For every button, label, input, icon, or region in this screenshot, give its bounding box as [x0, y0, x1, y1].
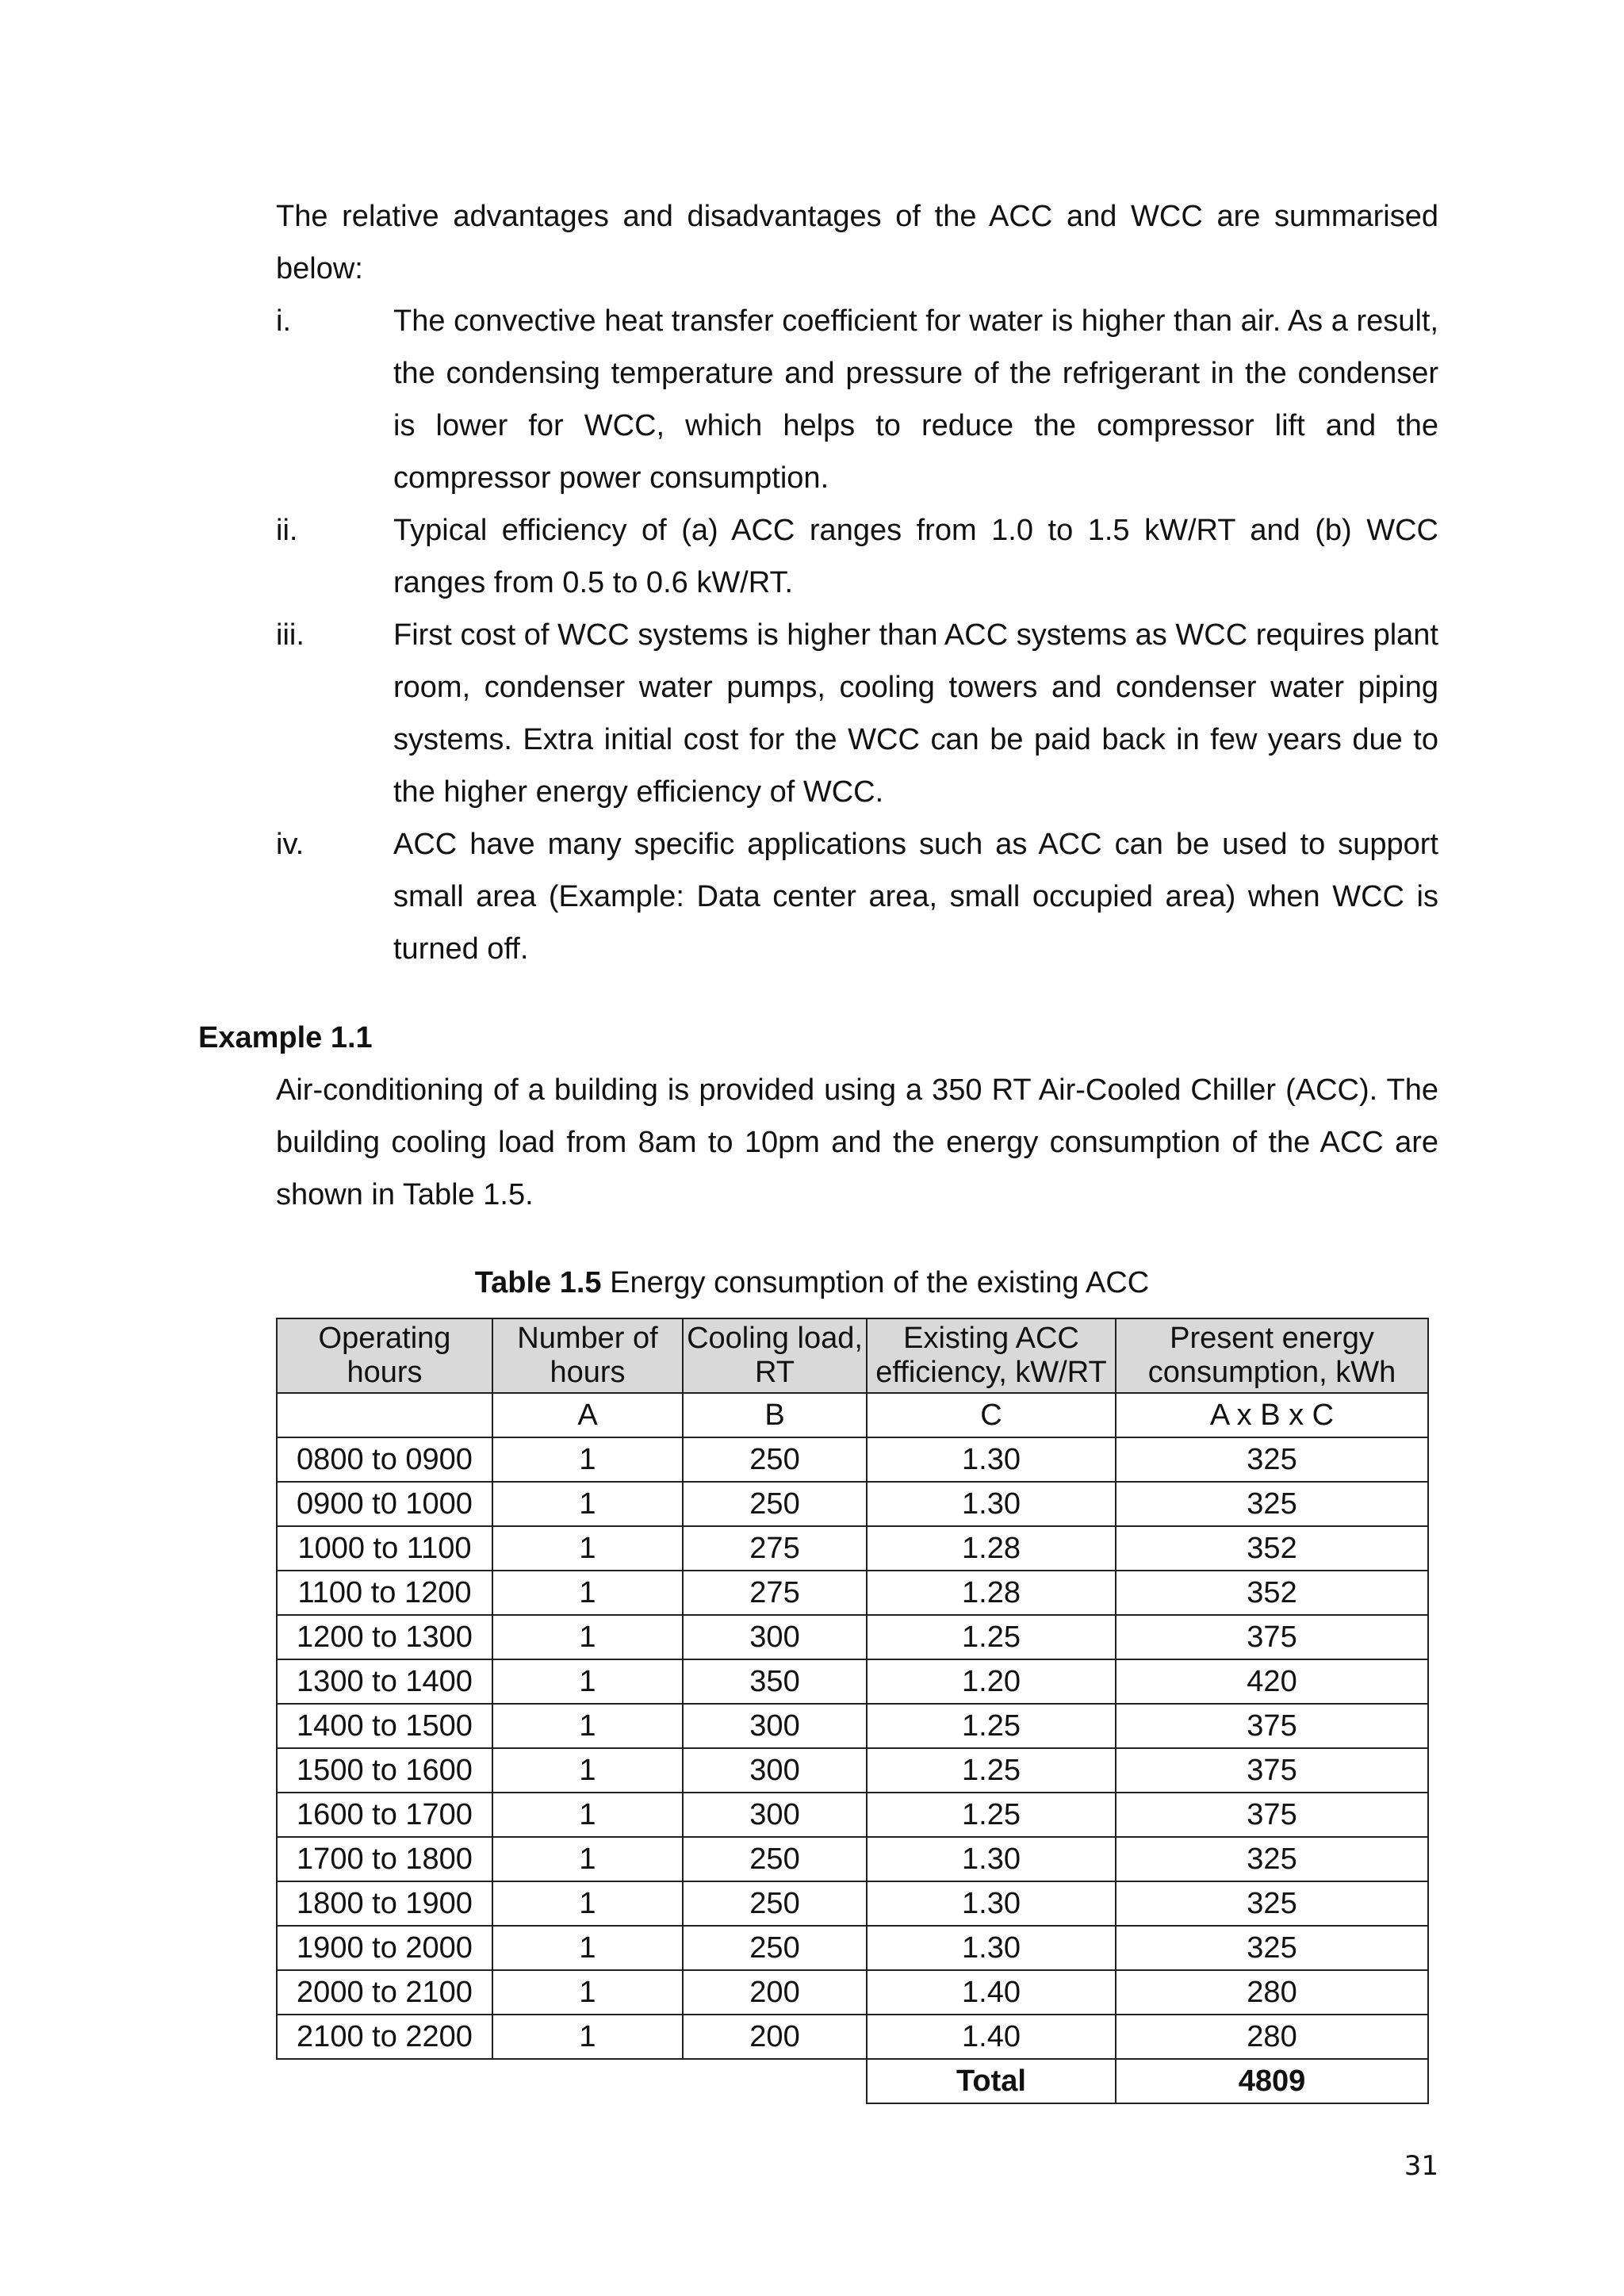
table-cell: 1 [492, 1704, 683, 1748]
column-subheader: A [492, 1393, 683, 1437]
table-row [277, 1748, 1428, 1793]
table-cell: 300 [683, 1704, 867, 1748]
table-cell: 250 [683, 1437, 867, 1482]
energy-consumption-table [276, 1318, 1429, 2104]
table-row [277, 1482, 1428, 1526]
table-total-row [277, 2059, 1428, 2103]
total-value: 4809 [1116, 2059, 1428, 2103]
table-cell: 1 [492, 1748, 683, 1793]
table-caption-text: Energy consumption of the existing ACC [601, 1266, 1150, 1299]
table-cell: 1200 to 1300 [277, 1615, 492, 1659]
table-cell: 352 [1116, 1526, 1428, 1571]
table-cell: 1.25 [867, 1748, 1116, 1793]
table-cell: 1 [492, 1659, 683, 1704]
table-cell: 1.25 [867, 1793, 1116, 1837]
table-cell: 280 [1116, 2015, 1428, 2059]
table-subheader-row [277, 1393, 1428, 1437]
table-cell: 1 [492, 1970, 683, 2015]
table-cell: 1.25 [867, 1615, 1116, 1659]
table-cell: 300 [683, 1615, 867, 1659]
table-cell: 420 [1116, 1659, 1428, 1704]
table-cell: 1 [492, 2015, 683, 2059]
table-cell: 375 [1116, 1793, 1428, 1837]
table-row [277, 1526, 1428, 1571]
table-caption-label: Table 1.5 [474, 1266, 602, 1299]
empty-cell [492, 2059, 683, 2103]
table-cell: 1.40 [867, 1970, 1116, 2015]
column-subheader: C [867, 1393, 1116, 1437]
list-item [276, 609, 1438, 818]
table-row [277, 1704, 1428, 1748]
table-row [277, 1437, 1428, 1482]
table-cell: 1500 to 1600 [277, 1748, 492, 1793]
table-row [277, 1881, 1428, 1926]
table-row [277, 1571, 1428, 1615]
table-cell: 1.30 [867, 1437, 1116, 1482]
table-cell: 300 [683, 1748, 867, 1793]
table-body [277, 1393, 1428, 2103]
table-row [277, 2015, 1428, 2059]
example-body: Air-conditioning of a building is provided using a 350 RT Air-Cooled Chiller (ACC). The building cooling load from 8am to 10pm and the energy consumption of the ACC are shown in Table 1.5. [276, 1073, 1438, 1211]
table-cell: 1400 to 1500 [277, 1704, 492, 1748]
column-header: Existing ACC efficiency, kW/RT [867, 1318, 1116, 1393]
table-cell: 280 [1116, 1970, 1428, 2015]
table-cell: 275 [683, 1571, 867, 1615]
table-cell: 1.30 [867, 1482, 1116, 1526]
table-row [277, 1837, 1428, 1881]
list-item-text: ACC have many specific applications such as ACC can be used to support small area (Example: Data center area, small occupied area) when WCC is turned off. [393, 828, 1438, 966]
table-cell: 1 [492, 1615, 683, 1659]
table-cell: 250 [683, 1881, 867, 1926]
list-item-number: ii. [276, 514, 298, 547]
example-heading: Example 1.1 [198, 1021, 373, 1054]
list-item-text: Typical efficiency of (a) ACC ranges from 1.0 to 1.5 kW/RT and (b) WCC ranges from 0.5 to 0.6 kW/RT. [393, 514, 1438, 599]
table-cell: 325 [1116, 1437, 1428, 1482]
table-cell: 2000 to 2100 [277, 1970, 492, 2015]
table-cell: 2100 to 2200 [277, 2015, 492, 2059]
table-cell: 300 [683, 1793, 867, 1837]
table-cell: 1.30 [867, 1926, 1116, 1970]
table-cell: 1.30 [867, 1837, 1116, 1881]
list-item-number: iii. [276, 618, 304, 652]
table-cell: 1 [492, 1926, 683, 1970]
table-cell: 352 [1116, 1571, 1428, 1615]
table-cell: 1.20 [867, 1659, 1116, 1704]
list-item-text: First cost of WCC systems is higher than ACC systems as WCC requires plant room, condenser water pumps, cooling towers and condenser water piping systems. Extra initial cost for the WCC can be paid back in few years due to the higher energy efficiency of WCC. [393, 618, 1438, 809]
table-cell: 1 [492, 1482, 683, 1526]
table-cell: 1 [492, 1837, 683, 1881]
table-cell: 1.30 [867, 1881, 1116, 1926]
table-caption [0, 1259, 1624, 1307]
column-subheader [277, 1393, 492, 1437]
table-cell: 350 [683, 1659, 867, 1704]
table-row [277, 1793, 1428, 1837]
table-row [277, 1970, 1428, 2015]
table-cell: 1 [492, 1793, 683, 1837]
table-cell: 325 [1116, 1837, 1428, 1881]
table-row [277, 1926, 1428, 1970]
list-item-text: The convective heat transfer coefficient for water is higher than air. As a result, the condensing temperature and pressure of the refrigerant in the condenser is lower for WCC, which helps to reduce the compressor lift and the compressor power consumption. [393, 304, 1438, 495]
table-cell: 1.40 [867, 2015, 1116, 2059]
table-cell: 1.28 [867, 1526, 1116, 1571]
list-item [276, 295, 1438, 504]
table-row [277, 1659, 1428, 1704]
empty-cell [277, 2059, 492, 2103]
table-cell: 1.25 [867, 1704, 1116, 1748]
table-header-row [277, 1318, 1428, 1393]
list-item-number: i. [276, 304, 291, 338]
table-cell: 250 [683, 1482, 867, 1526]
table-cell: 0900 t0 1000 [277, 1482, 492, 1526]
table-cell: 250 [683, 1837, 867, 1881]
table-cell: 1800 to 1900 [277, 1881, 492, 1926]
total-label: Total [867, 2059, 1116, 2103]
table-cell: 1900 to 2000 [277, 1926, 492, 1970]
table-cell: 275 [683, 1526, 867, 1571]
list-item-number: iv. [276, 828, 304, 861]
empty-cell [683, 2059, 867, 2103]
table-cell: 325 [1116, 1881, 1428, 1926]
column-subheader: B [683, 1393, 867, 1437]
table-cell: 1 [492, 1526, 683, 1571]
table-cell: 325 [1116, 1926, 1428, 1970]
column-header: Operating hours [277, 1318, 492, 1393]
page-number: 31 [1404, 2150, 1438, 2182]
column-header: Present energy consumption, kWh [1116, 1318, 1428, 1393]
table-cell: 0800 to 0900 [277, 1437, 492, 1482]
intro-paragraph: The relative advantages and disadvantages of the ACC and WCC are summarised below: [276, 200, 1438, 285]
table-cell: 250 [683, 1926, 867, 1970]
table-cell: 1 [492, 1571, 683, 1615]
table-cell: 1.28 [867, 1571, 1116, 1615]
table-cell: 1 [492, 1437, 683, 1482]
table-cell: 375 [1116, 1615, 1428, 1659]
column-header: Cooling load, RT [683, 1318, 867, 1393]
table-cell: 1600 to 1700 [277, 1793, 492, 1837]
table-cell: 1700 to 1800 [277, 1837, 492, 1881]
column-subheader: A x B x C [1116, 1393, 1428, 1437]
table-row [277, 1615, 1428, 1659]
table-cell: 1000 to 1100 [277, 1526, 492, 1571]
table-cell: 1300 to 1400 [277, 1659, 492, 1704]
comparison-list [276, 295, 1438, 975]
list-item [276, 504, 1438, 609]
table-cell: 375 [1116, 1748, 1428, 1793]
column-header: Number of hours [492, 1318, 683, 1393]
table-cell: 1100 to 1200 [277, 1571, 492, 1615]
table-cell: 200 [683, 1970, 867, 2015]
table-cell: 1 [492, 1881, 683, 1926]
table-cell: 200 [683, 2015, 867, 2059]
table-cell: 325 [1116, 1482, 1428, 1526]
list-item [276, 818, 1438, 975]
table-cell: 375 [1116, 1704, 1428, 1748]
